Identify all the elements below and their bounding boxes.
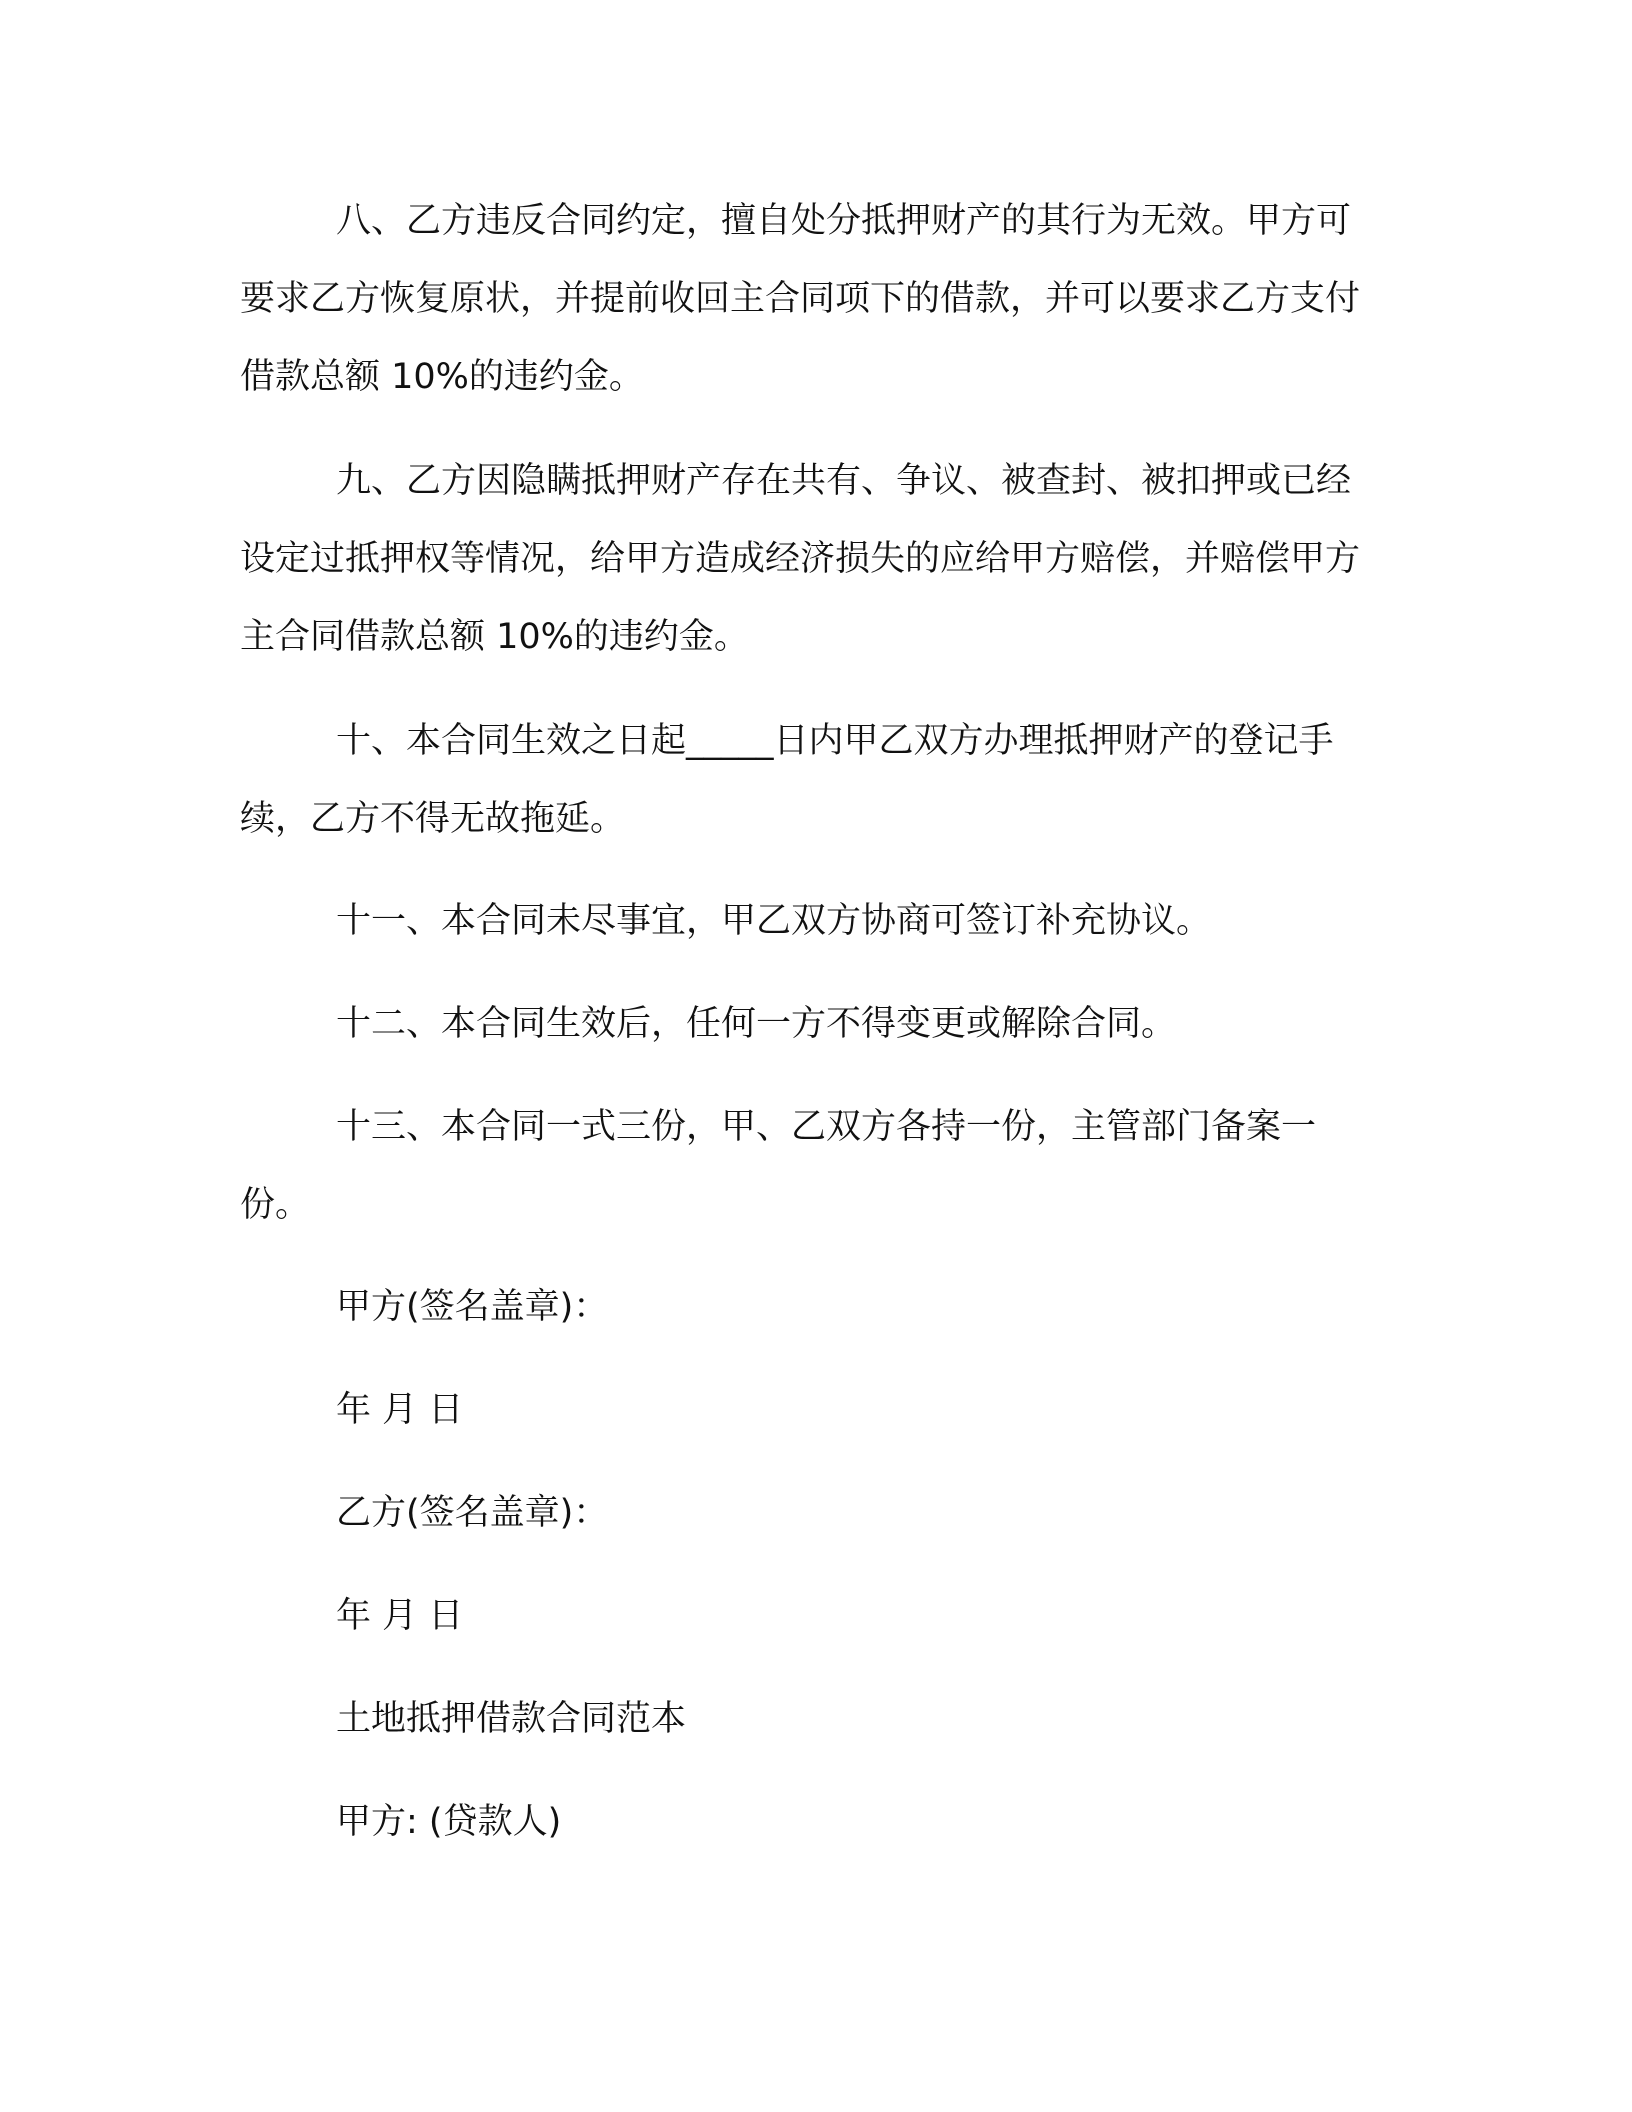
next-contract-party-a: 甲方: (贷款人)	[336, 1802, 562, 1842]
party-a-signature-label: 甲方(签名盖章)：	[336, 1287, 609, 1327]
document-body	[240, 182, 1385, 1861]
party-b-signature-label: 乙方(签名盖章)：	[336, 1493, 609, 1533]
clause-9: 九、乙方因隐瞒抵押财产存在共有、争议、被查封、被扣押或已经设定过抵押权等情况，给甲方造成经济损失的应给甲方赔偿，并赔偿甲方主合同借款总额 10%的违约金。	[240, 461, 1361, 657]
party-b-date: 年 月 日	[336, 1596, 464, 1636]
clause-11: 十一、本合同未尽事宜，甲乙双方协商可签订补充协议。	[336, 901, 1212, 941]
clause-10: 十、本合同生效之日起_____日内甲乙双方办理抵押财产的登记手续，乙方不得无故拖延。	[240, 721, 1334, 839]
next-contract-title: 土地抵押借款合同范本	[336, 1699, 687, 1739]
clause-12: 十二、本合同生效后，任何一方不得变更或解除合同。	[336, 1004, 1177, 1044]
party-a-date: 年 月 日	[336, 1390, 464, 1430]
clause-13: 十三、本合同一式三份，甲、乙双方各持一份，主管部门备案一份。	[240, 1107, 1317, 1225]
clause-8: 八、乙方违反合同约定，擅自处分抵押财产的其行为无效。甲方可要求乙方恢复原状，并提前收回主合同项下的借款，并可以要求乙方支付借款总额 10%的违约金。	[240, 201, 1361, 397]
